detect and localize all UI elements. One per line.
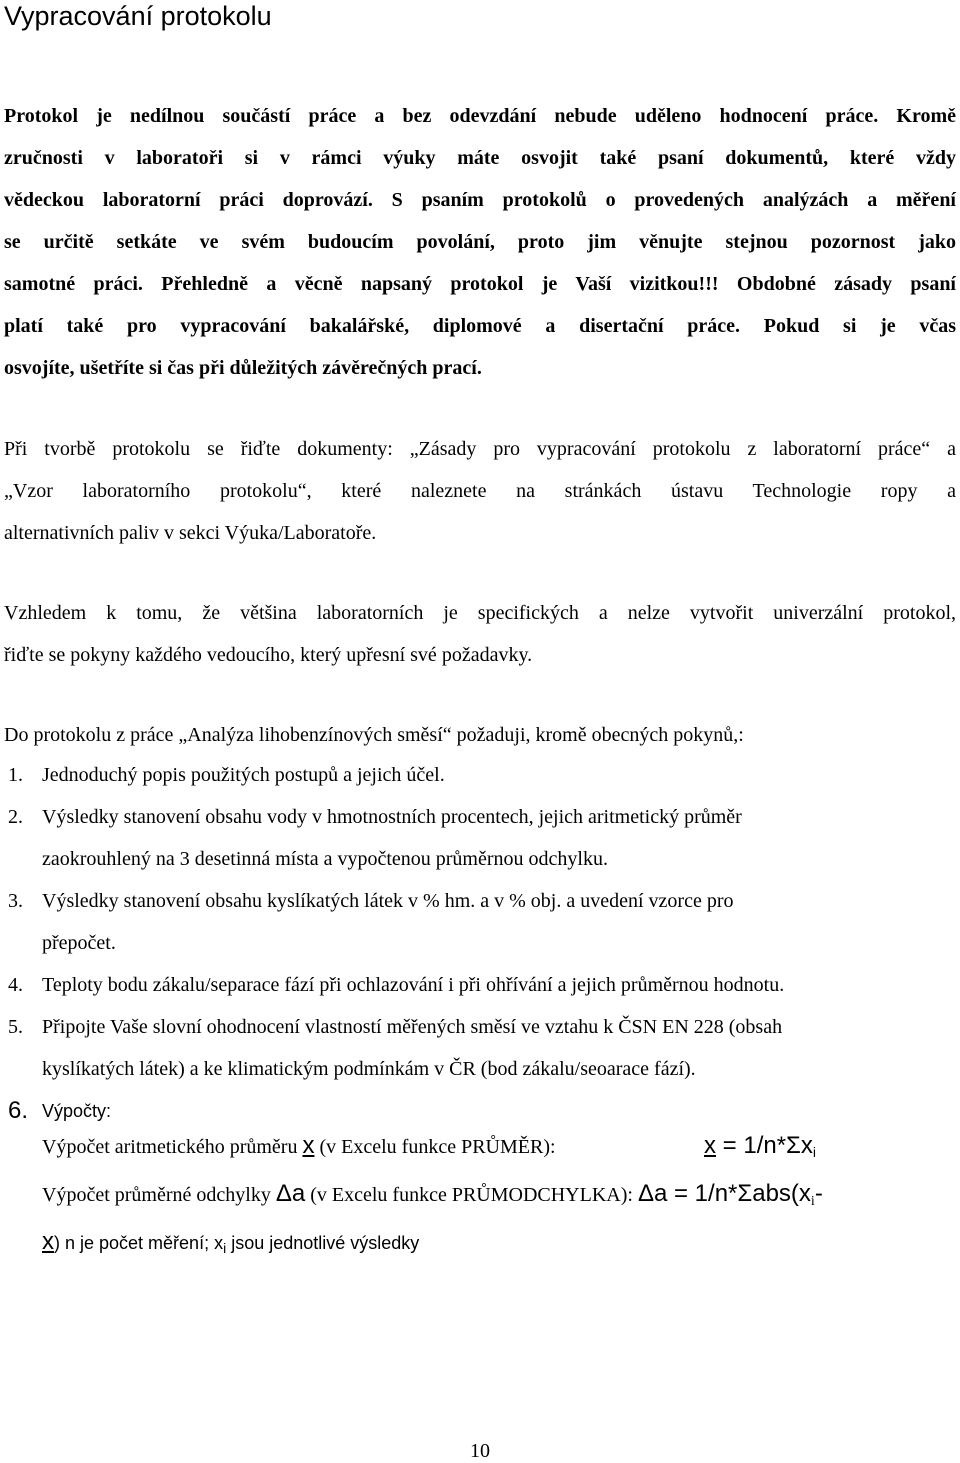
list-item-text: Výpočty: — [42, 1101, 112, 1121]
intro-line: samotné práci. Přehledně a věcně napsaný protokol je Vaší vizitkou!!! Obdobné zásady psaní — [4, 273, 956, 295]
list-item-number: 5. — [8, 1016, 23, 1038]
intro-paragraph — [4, 95, 956, 389]
list-item-text: Připojte Vaše slovní ohodnocení vlastností měřených směsí ve vztahu k ČSN EN 228 (obsah — [42, 1016, 783, 1038]
intro-line: zručnosti v laboratoři si v rámci výuky máte osvojit také psaní dokumentů, které vždy — [4, 147, 956, 169]
list-item — [4, 1006, 956, 1090]
list-item-number: 4. — [8, 974, 23, 996]
mean-calculation-row — [42, 1132, 956, 1180]
mean-label: Výpočet aritmetického průměru — [42, 1136, 303, 1158]
deviation-formula-subscript: i — [810, 1194, 815, 1209]
documents-line: „Vzor laboratorního protokolu“, které naleznete na stránkách ústavu Technologie ropy a — [4, 480, 956, 502]
intro-line: platí také pro vypracování bakalářské, diplomové a disertační práce. Pokud si je včas — [4, 315, 956, 337]
list-item — [4, 1090, 956, 1132]
note-text-end: jsou jednotlivé výsledky — [226, 1233, 420, 1253]
list-item-text: zaokrouhlený na 3 desetinná místa a vypočtenou průměrnou odchylku. — [42, 848, 608, 870]
specific-line: řiďte se pokyny každého vedoucího, který upřesní své požadavky. — [4, 644, 533, 666]
intro-line: vědeckou laboratorní práci doprovází. S psaním protokolů o provedených analýzách a měření — [4, 189, 956, 211]
deviation-label: Výpočet průměrné odchylky — [42, 1184, 276, 1206]
calculation-note-row — [42, 1228, 956, 1276]
list-item-text: kyslíkatých látek) a ke klimatickým podmínkám v ČR (bod zákalu/seoarace fází). — [42, 1058, 696, 1080]
documents-line: alternativních paliv v sekci Výuka/Laboratoře. — [4, 522, 377, 544]
mean-label-suffix: (v Excelu funkce PRŮMĚR): — [314, 1136, 556, 1158]
mean-symbol: x — [302, 1132, 315, 1159]
deviation-label-suffix: (v Excelu funkce PRŮMODCHYLKA): — [305, 1184, 638, 1206]
deviation-calculation-row — [42, 1180, 956, 1228]
intro-line: osvojíte, ušetříte si čas při důležitých závěrečných prací. — [4, 357, 482, 379]
list-item-text: Výsledky stanovení obsahu vody v hmotnostních procentech, jejich aritmetický průměr — [42, 806, 742, 828]
calculations — [42, 1132, 956, 1276]
list-item-number: 6. — [8, 1097, 29, 1124]
note-x-symbol: x — [42, 1228, 54, 1255]
list-item — [4, 880, 956, 964]
requirements-list — [4, 754, 956, 1132]
specific-line: Vzhledem k tomu, že většina laboratorních je specifických a nelze vytvořit univerzální protokol, — [4, 602, 956, 624]
mean-formula-body: = 1/n*Σx — [716, 1132, 813, 1159]
intro-line: Protokol je nedílnou součástí práce a bez odevzdání nebude uděleno hodnocení práce. Kromě — [4, 105, 956, 127]
list-item-number: 1. — [8, 764, 23, 786]
deviation-formula-end: - — [814, 1180, 823, 1207]
intro-line: se určitě setkáte ve svém budoucím povolání, proto jim věnujte stejnou pozornost jako — [4, 231, 956, 253]
mean-formula — [704, 1132, 816, 1160]
documents-paragraph — [4, 428, 956, 554]
note-text: ) n je počet měření; x — [54, 1233, 224, 1253]
list-item-text: Výsledky stanovení obsahu kyslíkatých látek v % hm. a v % obj. a uvedení vzorce pro — [42, 890, 734, 912]
requirements-intro: Do protokolu z práce „Analýza lihobenzínových směsí“ požaduji, kromě obecných pokynů,: — [4, 724, 744, 746]
specific-paragraph — [4, 592, 956, 676]
deviation-formula: Δa = 1/n*Σabs(x — [637, 1180, 811, 1207]
list-item — [4, 964, 956, 1006]
page-title: Vypracování protokolu — [4, 1, 272, 31]
documents-line: Při tvorbě protokolu se řiďte dokumenty: „Zásady pro vypracování protokolu z laboratorní práce“ a — [4, 438, 956, 460]
deviation-symbol: Δa — [275, 1180, 306, 1207]
list-item — [4, 754, 956, 796]
list-item-text: Jednoduchý popis použitých postupů a jejich účel. — [42, 764, 445, 786]
note-subscript: i — [223, 1240, 227, 1256]
list-item — [4, 796, 956, 880]
list-item-number: 3. — [8, 890, 23, 912]
mean-formula-subscript: i — [812, 1144, 817, 1160]
list-item-text: přepočet. — [42, 932, 116, 954]
list-item-text: Teploty bodu zákalu/separace fází při ochlazování i při ohřívání a jejich průměrnou hodnotu. — [42, 974, 785, 996]
list-item-number: 2. — [8, 806, 23, 828]
mean-formula-x: x — [704, 1132, 716, 1159]
page-number: 10 — [470, 1440, 490, 1462]
